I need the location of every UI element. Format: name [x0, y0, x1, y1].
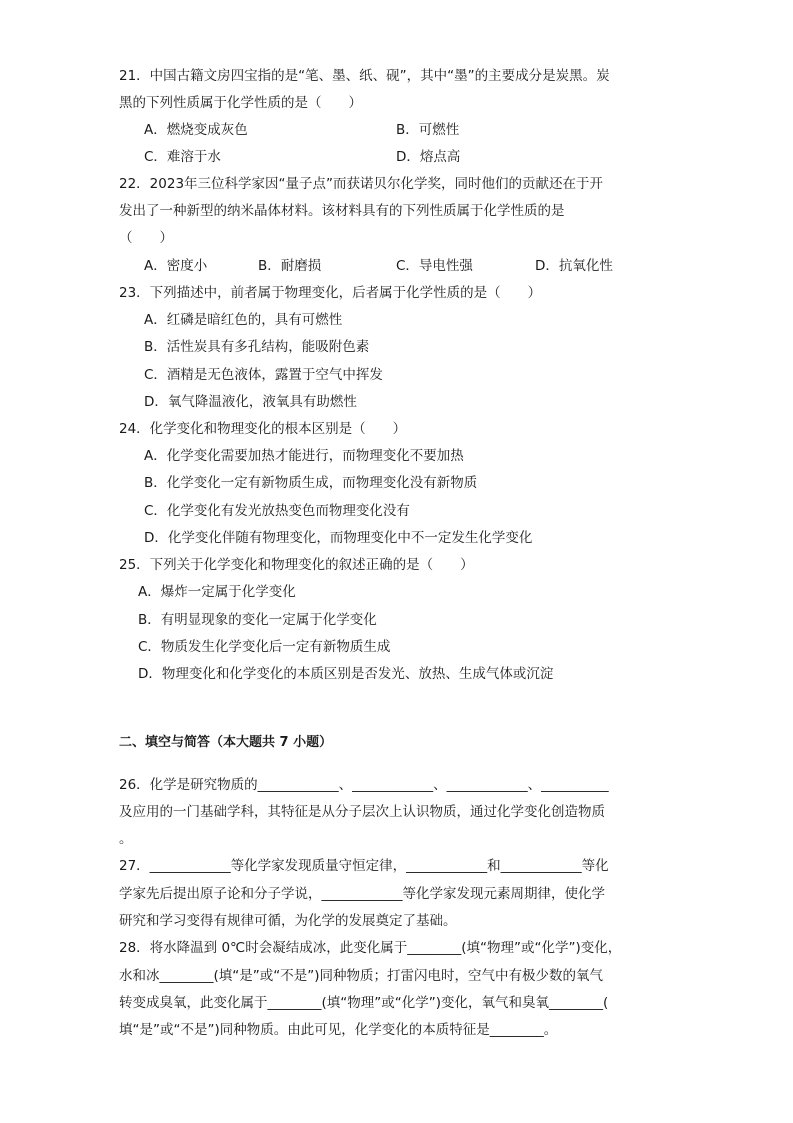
q22-option-c: C．导电性强 [396, 258, 473, 274]
q23-option-c: C．酒精是无色液体，露置于空气中挥发 [144, 367, 383, 383]
q21-stem-line-1: 21．中国古籍文房四宝指的是“笔、墨、纸、砚”，其中“墨”的主要成分是炭黑。炭 [119, 68, 610, 84]
q21-option-a: A．燃烧变成灰色 [144, 122, 248, 138]
q21-option-d: D．熔点高 [396, 149, 461, 165]
q25-option-a: A．爆炸一定属于化学变化 [138, 584, 296, 600]
q27-line-2: 学家先后提出原子论和分子学说，____________等化学家发现元素周期律，使化学 [119, 886, 605, 902]
q25-option-d: D．物理变化和化学变化的本质区别是否发光、放热、生成气体或沉淀 [138, 666, 554, 682]
q24-option-d: D．化学变化伴随有物理变化，而物理变化中不一定发生化学变化 [144, 530, 533, 546]
q24-option-b: B．化学变化一定有新物质生成，而物理变化没有新物质 [144, 475, 478, 491]
q26-line-1: 26．化学是研究物质的____________、____________、____________、__________ [119, 777, 609, 793]
q24-stem: 24．化学变化和物理变化的根本区别是（ ） [119, 421, 407, 437]
q23-option-b: B．活性炭具有多孔结构，能吸附色素 [144, 339, 370, 355]
q28-line-2: 水和冰________(填“是”或“不是”)同种物质；打雷闪电时，空气中有极少数的氧气 [119, 968, 604, 984]
q24-option-c: C．化学变化有发光放热变色而物理变化没有 [144, 503, 410, 519]
section-2-heading: 二、填空与简答（本大题共 7 小题） [119, 735, 333, 750]
q28-line-4: 填“是”或“不是”)同种物质。由此可见，化学变化的本质特征是________。 [119, 1022, 558, 1038]
q22-stem-line-3: （ ） [119, 230, 173, 246]
q25-option-c: C．物质发生化学变化后一定有新物质生成 [138, 639, 391, 655]
q28-line-1: 28．将水降温到 0℃时会凝结成冰，此变化属于________(填“物理”或“化学”)变化， [119, 940, 622, 956]
q21-stem-line-2: 黑的下列性质属于化学性质的是（ ） [119, 95, 362, 111]
q26-line-3: 。 [119, 831, 133, 847]
q27-line-3: 研究和学习变得有规律可循，为化学的发展奠定了基础。 [119, 913, 457, 929]
q25-option-b: B．有明显现象的变化一定属于化学变化 [138, 612, 377, 628]
q26-line-2: 及应用的一门基础学科，其特征是从分子层次上认识物质，通过化学变化创造物质 [119, 804, 605, 820]
q25-stem: 25．下列关于化学变化和物理变化的叙述正确的是（ ） [119, 557, 474, 573]
q23-option-d: D．氧气降温液化，液氧具有助燃性 [144, 394, 357, 410]
q22-stem-line-1: 22．2023年三位科学家因“量子点”而获诺贝尔化学奖，同时他们的贡献还在于开 [119, 176, 604, 192]
q28-line-3: 转变成臭氧，此变化属于________(填“物理”或“化学”)变化，氧气和臭氧________( [119, 995, 609, 1011]
q22-option-d: D．抗氧化性 [535, 258, 613, 274]
q23-option-a: A．红磷是暗红色的，具有可燃性 [144, 312, 343, 328]
q22-stem-line-2: 发出了一种新型的纳米晶体材料。该材料具有的下列性质属于化学性质的是 [119, 203, 565, 219]
q21-option-b: B．可燃性 [396, 122, 460, 138]
q24-option-a: A．化学变化需要加热才能进行，而物理变化不要加热 [144, 448, 464, 464]
q27-line-1: 27．____________等化学家发现质量守恒定律，____________和____________等化 [119, 858, 609, 874]
q21-option-c: C．难溶于水 [144, 149, 221, 165]
q22-option-b: B．耐磨损 [258, 258, 322, 274]
q23-stem: 23．下列描述中，前者属于物理变化，后者属于化学性质的是（ ） [119, 285, 542, 301]
q22-option-a: A．密度小 [144, 258, 208, 274]
